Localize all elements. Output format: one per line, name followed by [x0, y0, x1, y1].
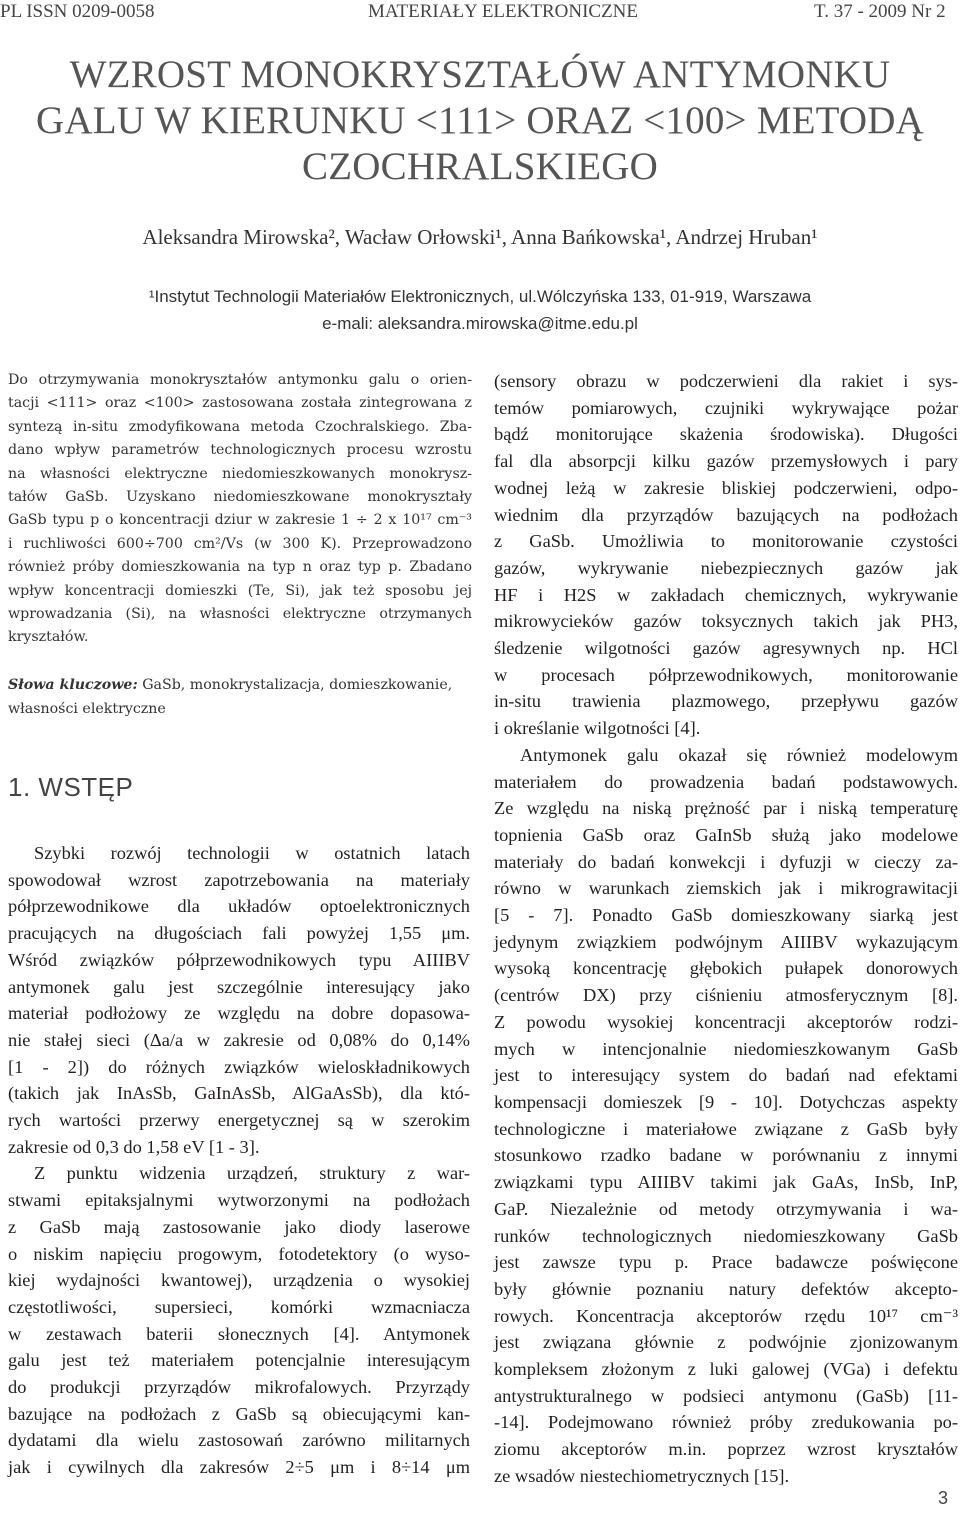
body-line: technologiczne i materiałowe związane z GaSb były [494, 1118, 958, 1139]
abstract-line: wprowadzania (Si), na własności elektryczne otrzymanych [8, 606, 472, 623]
body-line: i określanie wilgotności [4]. [494, 718, 701, 739]
body-line: topnienia GaSb oraz GaInSb służą jako modelowe [494, 824, 958, 845]
abstract [8, 369, 472, 650]
body-line: gazów, wykrywanie niebezpiecznych gazów jak [494, 557, 958, 578]
body-line: GaP. Niezależnie od metody otrzymywania i wa- [494, 1198, 958, 1219]
body-line: [5 - 7]. Ponadto GaSb domieszkowany siarką jest [494, 905, 958, 926]
abstract-line: tacji <111> oraz <100> zastosowana została zintegrowana z [8, 395, 472, 412]
body-line: materiałem do prowadzenia badań podstawowych. [494, 771, 958, 792]
body-line: wodnej leżą w zakresie bliskiej podczerwieni, odpo- [494, 477, 958, 498]
body-line: kompensacji domieszek [9 - 10]. Dotychczas aspekty [494, 1091, 958, 1112]
body-line: jest związana głównie z podwójnie zjonizowanym [494, 1332, 958, 1353]
section-heading: 1. WSTĘP [8, 772, 134, 802]
body-line: kompleksem złożonym z luki galowej (VGa) i defektu [494, 1359, 958, 1380]
affiliation-address: ¹Instytut Technologii Materiałów Elektronicznych, ul.Wólczyńska 133, 01-919, Warszawa [148, 287, 812, 306]
body-line: mikrowycieków gazów toksycznych takich jak PH3, [494, 611, 958, 632]
body-line: stosunkowo rzadko badane w porównaniu z innymi [494, 1145, 958, 1166]
body-line: runków technologicznych niedomieszkowany GaSb [494, 1225, 958, 1246]
abstract-line: GaSb typu p o koncentracji dziur w zakresie 1 ÷ 2 x 10¹⁷ cm⁻³ [8, 512, 472, 529]
body-line: jest zawsze typu p. Prace badawcze poświęcone [494, 1252, 958, 1273]
paper-title [0, 52, 960, 190]
body-line: śledzenie wilgotności gazów agresywnych np. HCl [494, 638, 958, 659]
body-line: Ze względu na niską prężność par i niską temperaturę [494, 798, 958, 819]
keywords-label: Słowa kluczowe: [8, 677, 138, 693]
header-volume: T. 37 - 2009 Nr 2 [814, 1, 946, 22]
body-line: fal dla absorpcji kilku gazów przemysłowych i pary [494, 451, 958, 472]
body-line: -14]. Podejmowano również próby zredukowania po- [494, 1412, 958, 1433]
body-line: pracujących na długościach fali powyżej 1,55 μm. [8, 923, 470, 944]
body-line: Szybki rozwój technologii w ostatnich latach [34, 843, 470, 863]
body-line: związkami typu AIIIBV takimi jak GaAs, InSb, InP, [494, 1172, 958, 1193]
body-line: materiały do badań konwekcji i dyfuzji w cieczy za- [494, 851, 958, 872]
body-line: bazujące na podłożach z GaSb są obiecującymi kan- [8, 1403, 470, 1424]
body-line: częstotliwości, supersieci, komórki wzmacniacza [8, 1296, 470, 1317]
body-line: Antymonek galu okazał się również modelowym [520, 744, 958, 765]
body-line: kiej wydajności kwantowej), urządzenia o wysokiej [8, 1270, 470, 1291]
affiliation-email: e-mali: aleksandra.mirowska@itme.edu.pl [322, 314, 638, 333]
body-line: w procesach półprzewodnikowych, monitorowanie [494, 664, 958, 685]
affiliation [0, 283, 960, 337]
keywords [8, 674, 472, 721]
abstract-line: tałów GaSb. Uzyskano niedomieszkowane monokryształy [8, 489, 472, 506]
body-line: in-situ trawienia plazmowego, przepływu gazów [494, 691, 958, 712]
body-line: wiednim dla przyrządów bazujących na podłożach [494, 504, 958, 525]
body-line: galu jest też materiałem potencjalnie interesującym [8, 1350, 470, 1371]
body-line: rowych. Koncentracja akceptorów rzędu 10¹⁷ cm⁻³ [494, 1305, 958, 1326]
abstract-line: syntezą in-situ zmodyfikowana metoda Czochralskiego. Zba- [8, 418, 472, 435]
body-line: jak i cywilnych dla zakresów 2÷5 μm i 8÷14 μm [8, 1457, 470, 1478]
body-line: rych wartości przerwy energetycznej są w szerokim [8, 1110, 470, 1131]
body-line: zakresie od 0,3 do 1,58 eV [1 - 3]. [8, 1136, 260, 1157]
abstract-line: na własności elektryczne niedomieszkowanych monokrysz- [8, 465, 472, 482]
title-line: WZROST MONOKRYSZTAŁÓW ANTYMONKU [69, 53, 891, 96]
body-line: ze wsadów niestechiometrycznych [15]. [494, 1465, 790, 1486]
body-line: (centrów DX) przy ciśnieniu atmosferycznym [8]. [494, 985, 958, 1006]
abstract-line: Do otrzymywania monokryształów antymonku galu o orien- [8, 372, 472, 388]
body-line: do produkcji przyrządów mikrofalowych. Przyrządy [8, 1377, 470, 1398]
body-line: z GaSb. Umożliwia to monitorowanie czystości [494, 531, 958, 552]
body-line: półprzewodnikowe dla układów optoelektronicznych [8, 896, 470, 917]
abstract-line: i ruchliwości 600÷700 cm²/Vs (w 300 K). Przeprowadzono [8, 535, 472, 552]
body-line: jedynym związkiem podwójnym AIIIBV wykazującym [494, 931, 958, 952]
body-line: HF i H2S w zakładach chemicznych, wykrywanie [494, 584, 958, 605]
body-line: Z punktu widzenia urządzeń, struktury z war- [34, 1163, 470, 1184]
body-line: równo w warunkach ziemskich jak i mikrograwitacji [494, 878, 958, 899]
body-line: (takich jak InAsSb, GaInAsSb, AlGaAsSb), dla któ- [8, 1083, 470, 1104]
body-line: spowodował wzrost zapotrzebowania na materiały [8, 869, 470, 890]
abstract-line: również próby domieszkowania na typ n oraz typ p. Zbadano [8, 559, 472, 576]
header-journal: MATERIAŁY ELEKTRONICZNE [368, 1, 639, 22]
abstract-line: dano wpływ parametrów technologicznych procesu wzrostu [8, 442, 472, 459]
header-issn: PL ISSN 0209-0058 [0, 1, 155, 22]
keywords-text: własności elektryczne [8, 700, 166, 717]
body-line: temów pomiarowych, czujniki wykrywające pożar [494, 397, 958, 418]
body-line: były głównie poznaniu natury defektów akcepto- [494, 1278, 958, 1299]
body-line: nie stałej sieci (Δa/a w zakresie od 0,08% do 0,14% [8, 1029, 470, 1050]
body-line: materiał podłożowy ze względu na dobre dopasowa- [8, 1003, 470, 1024]
body-line: antystrukturalnego w podsieci antymonu (GaSb) [11- [494, 1385, 958, 1406]
body-line: stwami epitaksjalnymi wytworzonymi na podłożach [8, 1190, 470, 1211]
abstract-line: wpływ koncentracji domieszki (Te, Si), jak też sposobu jej [8, 582, 472, 599]
body-line: bądź monitorujące skażenia środowiska). Długości [494, 424, 958, 445]
title-line: CZOCHRALSKIEGO [302, 145, 658, 188]
body-line: z GaSb mają zastosowanie jako diody laserowe [8, 1216, 470, 1237]
title-line: GALU W KIERUNKU <111> ORAZ <100> METODĄ [35, 99, 925, 142]
body-line: w zestawach baterii słonecznych [4]. Antymonek [8, 1323, 470, 1344]
body-line: mych w intencjonalnie niedomieszkowanym GaSb [494, 1038, 958, 1059]
body-column-right [494, 368, 958, 1490]
body-line: ziomu akceptorów m.in. poprzez wzrost kryształów [494, 1439, 958, 1460]
body-line: Wśród związków półprzewodnikowych typu AIIIBV [8, 949, 470, 970]
body-line: antymonek galu jest szczególnie interesujący jako [8, 976, 470, 997]
body-line: jest to interesujący system do badań nad efektami [494, 1065, 958, 1086]
body-line: dydatami dla wielu zastosowań zarówno militarnych [8, 1430, 470, 1451]
keywords-text: GaSb, monokrystalizacja, domieszkowanie, [137, 677, 453, 693]
body-line: wysoką koncentrację głębokich pułapek donorowych [494, 958, 958, 979]
body-column-left [8, 840, 470, 1481]
body-line: o niskim napięciu progowym, fotodetektory (o wyso- [8, 1243, 470, 1264]
body-line: (sensory obrazu w podczerwieni dla rakiet i sys- [494, 371, 958, 391]
abstract-line: kryształów. [8, 629, 89, 646]
page-number: 3 [938, 1488, 949, 1508]
body-line: [1 - 2]) do różnych związków wieloskładnikowych [8, 1056, 470, 1077]
author-list: Aleksandra Mirowska², Wacław Orłowski¹, Anna Bańkowska¹, Andrzej Hruban¹ [142, 225, 818, 249]
body-line: Z powodu wysokiej koncentracji akceptorów rodzi- [494, 1011, 958, 1032]
